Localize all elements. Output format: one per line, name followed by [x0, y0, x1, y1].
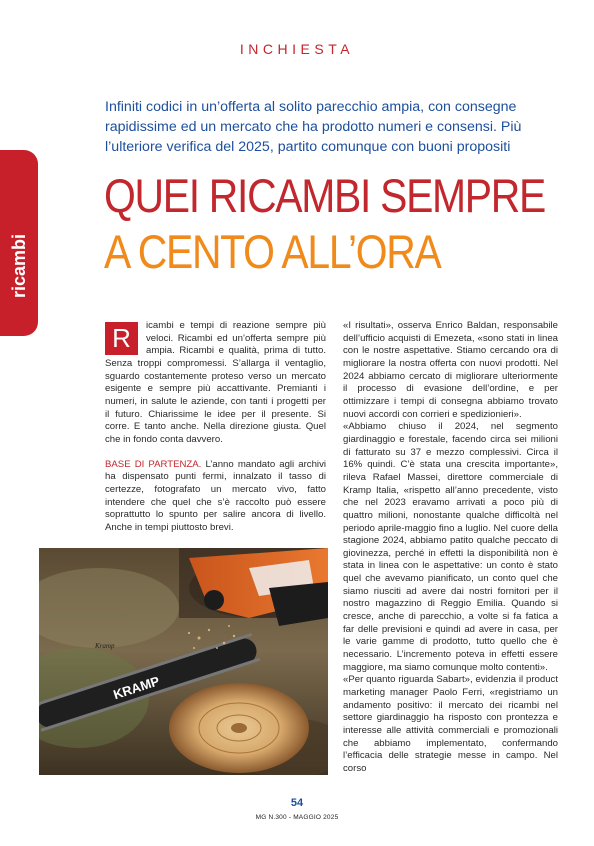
- paragraph: «Abbiamo chiuso il 2024, nel segmento giardinaggio e forestale, facendo circa sei milioni di fatturato su 37 e mezzo complessivi. Circa il 16% quindi. C’è stata una crescita importante», rileva Rafael Massei, direttore commerciale di Kramp Italia, «rispetto all’anno precedente, visto che nel 2023 eravamo arrivati a poco più di quattro milioni, nonostante qualche difficoltà nel periodo aprile-maggio fino a luglio. Nel cuore della stagione 2024, abbiamo patito qualche peccato di giovinezza, perché in effetti la disponibilità non è stata in linea con le aspettative: un conto è stato quel che avevamo pianificato, un conto quel che siamo riusciti ad avere dai nostri fornitori per il nostro magazzino di Reggio Emilia. Quando si cresce, anche di parecchio, a volte si fa fatica a far delle previsioni e quindi ad avere in casa, per le varie gamme di prodotto, tutto quello che è necessario. L’incremento poteva in effetti essere maggiore, ma siamo comunque molto contenti».: [343, 421, 558, 673]
- issue-line: MG N.300 - MAGGIO 2025: [255, 814, 339, 821]
- kicker: BASE DI PARTENZA.: [105, 458, 202, 470]
- lead-paragraph: [105, 320, 326, 447]
- article-subtitle: Infiniti codici in un’offerta al solito parecchio ampia, con consegne rapidissime ed un mercato che ha prodotto numeri e consensi. Più l’ulteriore verifica del 2025, partito comunque con buoni propositi: [105, 99, 522, 155]
- article-title-line-2: A CENTO ALL’ORA: [104, 225, 441, 278]
- paragraph: [105, 459, 326, 535]
- lead-text: icambi e tempi di reazione sempre più veloci. Ricambi ed un’offerta sempre più ampia. Ricambi e qualità, prima di tutto. Senza troppi compromessi. S’allarga il ventaglio, sguardo costantemente proteso verso un mercato esigente e sempre più accattivante. Premianti i numeri, in salute le aziende, con tanti i progetti per il futuro. Chiarissime le idee per il presente. Si corre. E tanto anche. Nella direzione giusta. Quel che in fondo conta davvero.: [105, 320, 326, 445]
- paragraph-text: L’anno mandato agli archivi ha dispensato punti fermi, innalzato il tasso di certezze, fotografato un mercato vivo, fatto intendere che quel che s’è raccolto può essere soprattutto lo spunto per salire ancora di livello. Anche in tempi piuttosto brevi.: [105, 458, 326, 533]
- section-label: INCHIESTA: [239, 41, 355, 57]
- chainsaw-photo: [39, 548, 328, 775]
- side-tab: [0, 150, 38, 336]
- page-number: 54: [290, 797, 304, 809]
- paragraph: «I risultati», osserva Enrico Baldan, responsabile dell’ufficio acquisti di Emezeta, «sono stati in linea con le nostre aspettative. Stiamo cercando ora di migliorare la nostra offerta con nuovi prodotti. Nel 2024 abbiamo cercato di migliorare ulteriormente il processo di evasione dell’ordine, e per ottimizzare i tempi di consegna abbiamo trovato nuovi accordi con corrieri e spedizionieri».: [343, 320, 558, 420]
- photo-credit: Kramp: [95, 642, 115, 650]
- paragraph: «Per quanto riguarda Sabart», evidenzia il product marketing manager Paolo Ferri, «registriamo un andamento positivo: il mercato dei ricambi nel settore giardinaggio ha risposto con prontezza e interesse alle attività commerciali e promozionali che abbiamo implementato, confermando l’efficacia delle strategie messe in campo. Nel corso: [343, 674, 558, 774]
- drop-cap: R: [105, 322, 138, 355]
- article-title: [104, 168, 545, 280]
- side-tab-label: ricambi: [9, 233, 29, 298]
- article-column-right: [343, 320, 558, 776]
- bar-brand-label: KRAMP: [111, 673, 162, 703]
- article-column-left: [105, 320, 326, 535]
- article-title-line-1: QUEI RICAMBI SEMPRE: [104, 169, 545, 222]
